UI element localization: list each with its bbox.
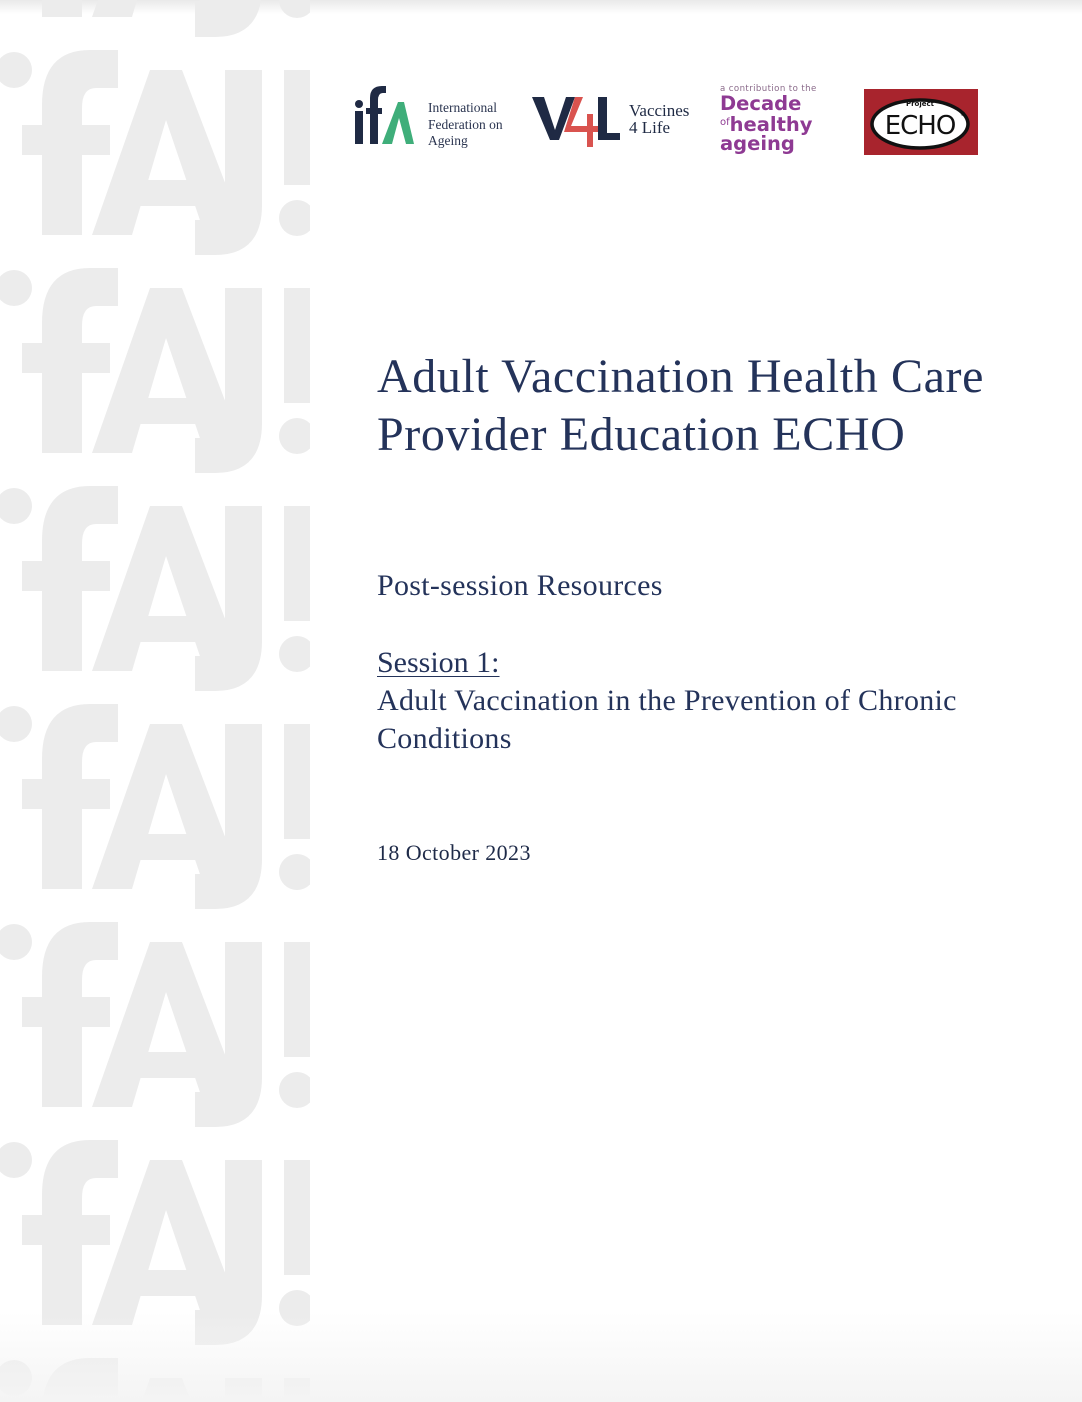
ifa-line-3: Ageing [428, 133, 468, 148]
decade-line-2 [720, 113, 840, 134]
decade-healthy: healthy [729, 113, 813, 136]
ifa-logo [352, 84, 517, 150]
watermark-pattern [0, 0, 310, 1402]
ifa-line-1: International [428, 100, 497, 115]
document-title: Adult Vaccination Health Care Provider Education ECHO [377, 350, 984, 461]
decade-of-healthy-ageing-logo [720, 84, 840, 158]
decade-line-3: ageing [720, 132, 795, 155]
project-echo-logo [864, 89, 978, 155]
document-date: 18 October 2023 [377, 840, 531, 865]
v4l-logo-mark [531, 92, 623, 150]
v4l-line-2: 4 Life [629, 118, 671, 137]
v4l-line-1: Vaccines [629, 101, 690, 120]
session-label: Session 1: [377, 646, 500, 679]
document-subtitle: Post-session Resources [377, 569, 663, 602]
echo-registered-mark: ® [960, 111, 966, 118]
decade-line-1: Decade [720, 92, 802, 115]
ifa-logo-text [428, 100, 503, 150]
echo-name: ECHO [884, 111, 956, 141]
decade-tagline: a contribution to the [720, 84, 817, 94]
decade-of: of [720, 117, 730, 128]
v4l-logo-text [629, 102, 689, 136]
watermark-pattern-svg [0, 0, 310, 1402]
echo-project-label: Project [905, 100, 935, 108]
session-title: Adult Vaccination in the Prevention of Chronic Conditions [377, 684, 957, 755]
ifa-line-2: Federation on [428, 116, 503, 132]
bottom-shadow [0, 1312, 1082, 1402]
project-echo-logo-mark [864, 89, 978, 155]
ifa-logo-mark [352, 84, 418, 150]
v4l-logo [531, 92, 701, 150]
